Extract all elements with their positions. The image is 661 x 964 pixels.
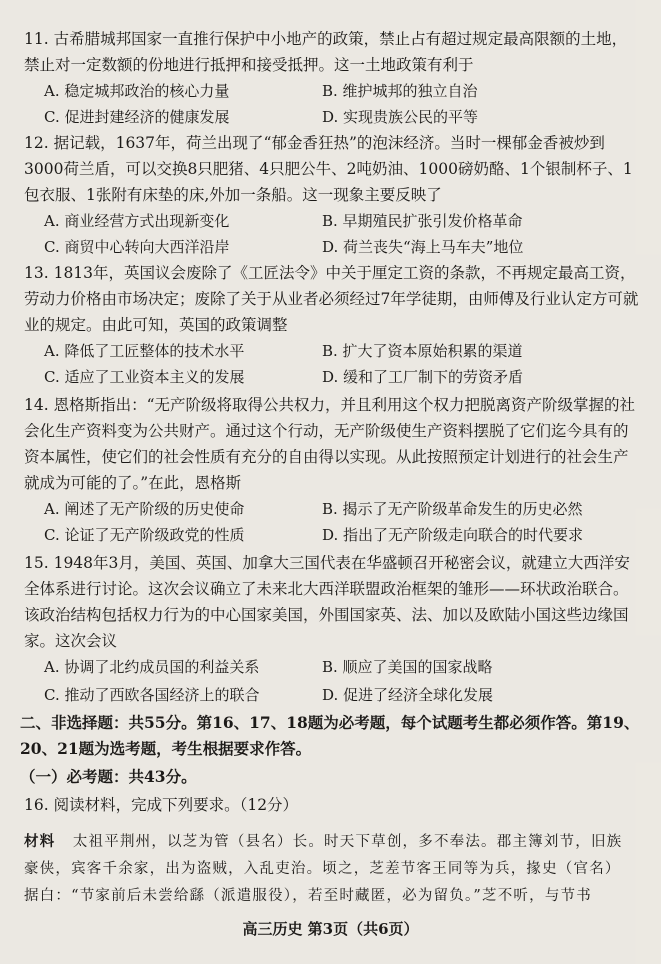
- q14-option-b: B. 揭示了无产阶级革命发生的历史必然: [322, 500, 583, 518]
- q13-option-b: B. 扩大了资本原始积累的渠道: [322, 342, 523, 360]
- q11-option-d: D. 实现贵族公民的平等: [322, 108, 479, 126]
- q11-option-c: C. 促进封建经济的健康发展: [44, 108, 230, 126]
- q11-option-a: A. 稳定城邦政治的核心力量: [44, 82, 230, 100]
- q13-option-c: C. 适应了工业资本主义的发展: [44, 368, 245, 386]
- q15-option-d: D. 促进了经济全球化发展: [322, 686, 494, 704]
- q12-option-a: A. 商业经营方式出现新变化: [44, 212, 230, 230]
- q12-option-d: D. 荷兰丧失“海上马车夫”地位: [322, 238, 524, 256]
- q13-option-a: A. 降低了工匠整体的技术水平: [44, 342, 245, 360]
- q13-option-d: D. 缓和了工厂制下的劳资矛盾: [322, 368, 524, 386]
- material-label: 材料: [24, 833, 56, 850]
- q11-option-b: B. 维护城邦的独立自治: [322, 82, 478, 100]
- material-body: 太祖平荆州，以芝为管（县名）长。时天下草创，多不奉法。郡主簿刘节，旧族豪侠，宾客千余家，出为盗贼，入乱吏治。顷之，芝差节客王同等为兵，掾史（官名）据白：“节家前后未尝给繇（派遣服役），若至时藏匿，必为留负。”芝不听，与节书: [24, 834, 623, 904]
- question-13: 13. 1813年，英国议会废除了《工匠法令》中关于厘定工资的条款，不再规定最高工资，劳动力价格由市场决定；废除了关于从业者必须经过7年学徒期，由师傅及行业认定方可就业的规定。由此可知，英国的政策调整: [24, 264, 639, 334]
- q14-option-d: D. 指出了无产阶级走向联合的时代要求: [322, 526, 584, 544]
- q14-option-c: C. 论证了无产阶级政党的性质: [44, 526, 245, 544]
- question-11: 11. 古希腊城邦国家一直推行保护中小地产的政策，禁止占有超过规定最高限额的土地，禁止对一定数额的份地进行抵押和接受抵押。这一土地政策有利于: [24, 30, 628, 74]
- question-12: 12. 据记载，1637年，荷兰出现了“郁金香狂热”的泡沫经济。当时一棵郁金香被炒到3000荷兰盾，可以交换8只肥猪、4只肥公牛、2吨奶油、1000磅奶酪、1个银制杯子、1包衣服、1张附有床垫的床,外加一条船。这一现象主要反映了: [24, 134, 633, 204]
- question-14: 14. 恩格斯指出：“无产阶级将取得公共权力，并且利用这个权力把脱离资产阶级掌握的社会化生产资料变为公共财产。通过这个行动，无产阶级使生产资料摆脱了它们迄今具有的资本属性，使它们的社会性质有充分的自由得以实现。从此按照预定计划进行的社会生产就成为可能的了。”在此，恩格斯: [24, 396, 636, 492]
- question-16: 16. 阅读材料，完成下列要求。（12分）: [24, 796, 299, 814]
- q12-option-b: B. 早期殖民扩张引发价格革命: [322, 212, 523, 230]
- q16-material: [24, 828, 636, 910]
- section-2-subheading: （一）必考题：共43分。: [20, 767, 197, 786]
- q15-option-b: B. 顺应了美国的国家战略: [322, 658, 493, 676]
- question-15: 15. 1948年3月，美国、英国、加拿大三国代表在华盛顿召开秘密会议，就建立大西洋安全体系进行讨论。这次会议确立了未来北大西洋联盟政治框架的雏形——环状政治联合。该政治结构包括权力行为的中心国家美国，外围国家英、法、加以及欧陆小国这些边缘国家。这次会议: [24, 554, 630, 650]
- q15-option-c: C. 推动了西欧各国经济上的联合: [44, 686, 260, 704]
- q14-option-a: A. 阐述了无产阶级的历史使命: [44, 500, 245, 518]
- page-footer: 高三历史 第3页（共6页）: [242, 920, 419, 938]
- q12-option-c: C. 商贸中心转向大西洋沿岸: [44, 238, 230, 256]
- section-2-heading: 二、非选择题：共55分。第16、17、18题为必考题，每个试题考生都必须作答。第19、20、21题为选考题，考生根据要求作答。: [20, 713, 640, 758]
- q15-option-a: A. 协调了北约成员国的利益关系: [44, 658, 260, 676]
